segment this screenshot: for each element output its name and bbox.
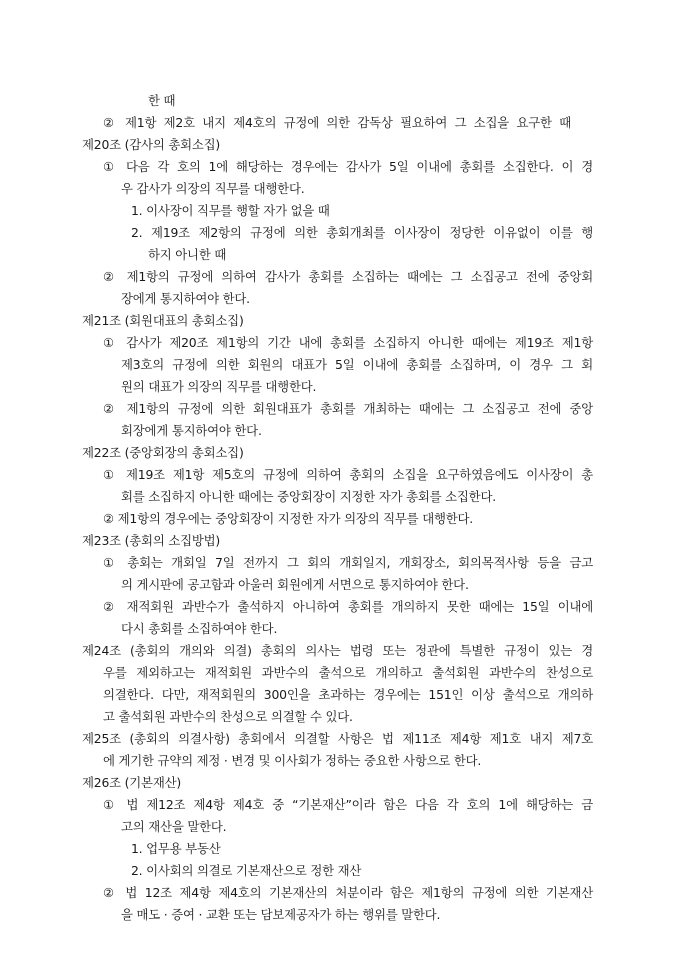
text-line: 고의 재산을 말한다. bbox=[121, 819, 227, 834]
text-line: 에 게기한 규약의 제정 · 변경 및 이사회가 정하는 중요한 사항으로 한다. bbox=[103, 753, 482, 768]
text-line: 1. 업무용 부동산 bbox=[131, 841, 221, 856]
text-line: ① 다음 각 호의 1에 해당하는 경우에는 감사가 5일 이내에 총회를 소집한다. 이 경 bbox=[103, 159, 593, 174]
text-line: ② 법 12조 제4항 제4호의 기본재산의 처분이라 함은 제1항의 규정에 의한 기본재산 bbox=[103, 885, 593, 900]
text-line: 의 게시판에 공고함과 아울러 회원에게 서면으로 통지하여야 한다. bbox=[121, 577, 469, 592]
article-heading: 제21조 (회원대표의 총회소집) bbox=[82, 313, 244, 328]
article-heading: 제23조 (총회의 소집방법) bbox=[82, 533, 221, 548]
text-line: 1. 이사장이 직무를 행할 자가 없을 때 bbox=[131, 203, 330, 218]
text-line: 하지 아니한 때 bbox=[148, 247, 227, 262]
text-line: 을 매도 · 증여 · 교환 또는 담보제공자가 하는 행위를 말한다. bbox=[121, 907, 441, 922]
text-line: ① 법 제12조 제4항 제4호 중 “기본재산”이라 함은 다음 각 호의 1에 해당하는 금 bbox=[103, 797, 593, 812]
text-line: 우 감사가 의장의 직무를 대행한다. bbox=[121, 181, 305, 196]
text-line: ② 재적회원 과반수가 출석하지 아니하여 총회를 개의하지 못한 때에는 15일 이내에 bbox=[103, 599, 593, 614]
article-heading: 제20조 (감사의 총회소집) bbox=[82, 137, 221, 152]
text-line: 2. 이사회의 의결로 기본재산으로 정한 재산 bbox=[131, 863, 362, 878]
text-line: ② 제1항의 규정에 의한 회원대표가 총회를 개최하는 때에는 그 소집공고 전에 중앙 bbox=[103, 401, 593, 416]
text-line: 2. 제19조 제2항의 규정에 의한 총회개최를 이사장이 정당한 이유없이 이를 행 bbox=[131, 225, 593, 240]
text-line: 우를 제외하고는 재적회원 과반수의 출석으로 개의하고 출석회원 과반수의 찬성으로 bbox=[103, 665, 593, 680]
text-line: 제3호의 규정에 의한 회원의 대표가 5일 이내에 총회를 소집하며, 이 경우 그 회 bbox=[121, 357, 593, 372]
text-line: 다시 총회를 소집하여야 한다. bbox=[121, 621, 278, 636]
text-line: 한 때 bbox=[148, 93, 176, 108]
text-line: ② 제1항 제2호 내지 제4호의 규정에 의한 감독상 필요하여 그 소집을 요구한 때 bbox=[103, 115, 571, 130]
text-line: 회를 소집하지 아니한 때에는 중앙회장이 지정한 자가 총회를 소집한다. bbox=[121, 489, 496, 504]
text-line: ① 총회는 개회일 7일 전까지 그 회의 개회일지, 개회장소, 회의목적사항 등을 금고 bbox=[103, 555, 593, 570]
article-heading: 제26조 (기본재산) bbox=[82, 775, 181, 790]
article-heading: 제24조 (총회의 개의와 의결) 총회의 의사는 법령 또는 정관에 특별한 규정이 있는 경 bbox=[82, 643, 593, 658]
text-line: 의결한다. 다만, 재적회원의 300인을 초과하는 경우에는 151인 이상 출석으로 개의하 bbox=[103, 687, 593, 702]
text-line: 원의 대표가 의장의 직무를 대행한다. bbox=[121, 379, 317, 394]
text-line: 고 출석회원 과반수의 찬성으로 의결할 수 있다. bbox=[103, 709, 353, 724]
text-line: ② 제1항의 경우에는 중앙회장이 지정한 자가 의장의 직무를 대행한다. bbox=[103, 511, 474, 526]
text-line: ① 감사가 제20조 제1항의 기간 내에 총회를 소집하지 아니한 때에는 제19조 제1항 bbox=[103, 335, 593, 350]
article-heading: 제22조 (중앙회장의 총회소집) bbox=[82, 445, 244, 460]
text-line: 장에게 통지하여야 한다. bbox=[121, 291, 250, 306]
text-line: 회장에게 통지하여야 한다. bbox=[121, 423, 262, 438]
text-line: ① 제19조 제1항 제5호의 규정에 의하여 총회의 소집을 요구하였음에도 이사장이 총 bbox=[103, 467, 593, 482]
text-line: ② 제1항의 규정에 의하여 감사가 총회를 소집하는 때에는 그 소집공고 전에 중앙회 bbox=[103, 269, 593, 284]
article-heading: 제25조 (총회의 의결사항) 총회에서 의결할 사항은 법 제11조 제4항 제1호 내지 제7호 bbox=[82, 731, 593, 746]
